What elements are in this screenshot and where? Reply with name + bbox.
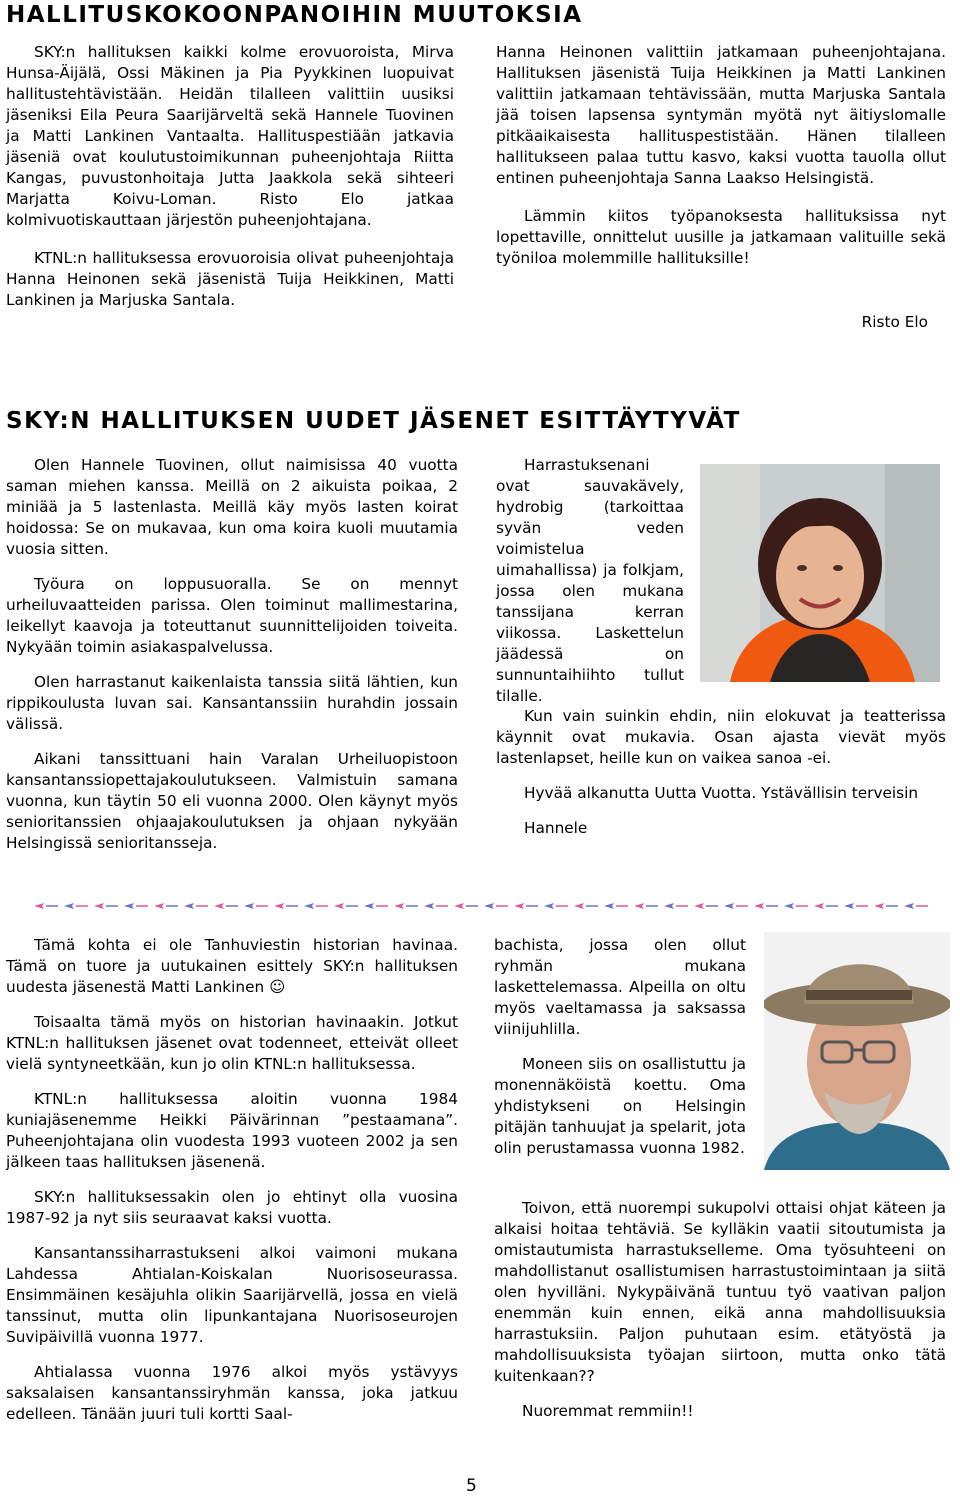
paragraph: Työura on loppusuoralla. Se on mennyt urheiluvaatteiden parissa. Olen toiminut mallimestarina, leikellyt kaavoja ja toteuttanut suunnittelijoiden toiveita. Nykyään toimin asiakaspalvelussa.	[6, 575, 458, 656]
divider-mark	[844, 903, 854, 909]
paragraph: bachista, jossa olen ollut ryhmän mukana laskettelemassa. Alpeilla on oltu myös vaeltamassa ja saksassa viinijuhlilla.	[494, 936, 746, 1038]
matti-left-column	[6, 935, 458, 1437]
section2-heading: SKY:N HALLITUKSEN UUDET JÄSENET ESITTÄYTYVÄT	[6, 408, 741, 434]
divider-mark	[244, 903, 254, 909]
divider-mark	[604, 903, 614, 909]
matti-photo	[764, 932, 950, 1170]
section1-left-column	[6, 42, 454, 323]
divider-mark	[124, 903, 134, 909]
divider-mark	[364, 903, 374, 909]
divider-mark	[454, 903, 464, 909]
page-number: 5	[466, 1476, 477, 1496]
hannele-beside-photo	[496, 455, 684, 719]
paragraph: Toisaalta tämä myös on historian havinaakin. Jotkut KTNL:n hallituksen jäsenet ovat todenneet, etteivät olleet vielä syntyneetkään, kun jo olin KTNL:n hallituksessa.	[6, 1013, 458, 1073]
section1-heading: HALLITUSKOKOONPANOIHIN MUUTOKSIA	[6, 2, 583, 28]
paragraph: Kansantanssiharrastukseni alkoi vaimoni mukana Lahdessa Ahtialan-Koiskalan Nuorisoseurassa. Ensimmäinen kesäjuhla olikin Saarijärvellä, jossa en vielä tanssinut, mutta olin lipunkantajana Nuorisoseurojen Suvipäivillä vuonna 1977.	[6, 1244, 458, 1346]
paragraph: Moneen siis on osallistuttu ja monennäköistä koettu. Oma yhdistykseni on Helsingin pitäjän tanhuujat ja spelarit, jota olin perustamassa vuonna 1982.	[494, 1055, 746, 1157]
divider-mark	[634, 903, 644, 909]
divider-mark	[904, 903, 914, 909]
hannele-right-column	[496, 706, 946, 851]
hannele-left-column	[6, 455, 458, 866]
divider-mark	[484, 903, 494, 909]
divider-mark	[274, 903, 284, 909]
hannele-signature: Hannele	[524, 819, 588, 837]
divider-mark	[724, 903, 734, 909]
divider-mark	[514, 903, 524, 909]
paragraph: Tämä kohta ei ole Tanhuviestin historian havinaa. Tämä on tuore ja uutukainen esittely SKY:n hallituksen uudesta jäsenestä Matti Lankinen ☺	[6, 936, 458, 996]
matti-beside-photo	[494, 935, 746, 1171]
divider-mark	[754, 903, 764, 909]
divider-mark	[784, 903, 794, 909]
hannele-photo	[700, 464, 940, 682]
divider-mark	[874, 903, 884, 909]
paragraph: Ahtialassa vuonna 1976 alkoi myös ystävyys saksalaisen kansantanssiryhmän kanssa, joka jatkuu edelleen. Tänään juuri tuli kortti Saal-	[6, 1363, 458, 1423]
paragraph: Aikani tanssittuani hain Varalan Urheiluopistoon kansantanssiopettajakoulutukseen. Valmistuin samana vuonna, kun täytin 50 eli vuonna 2000. Olen käynyt myös senioritanssien ohjaajakoulutuksen ja ohjaan nykyään Helsingissä senioritansseja.	[6, 750, 458, 852]
divider-mark	[694, 903, 704, 909]
paragraph: Nuoremmat remmiin!!	[522, 1402, 694, 1420]
section1-right-column	[496, 42, 946, 281]
divider-mark	[304, 903, 314, 909]
paragraph: SKY:n hallituksen kaikki kolme erovuoroista, Mirva Hunsa-Äijälä, Ossi Mäkinen ja Pia Pyykkinen luopuivat hallitustehtävistään. Heidän tilalleen valittiin uusiksi jäseniksi Eila Peura Saarijärveltä sekä Hannele Tuovinen ja Matti Lankinen Vantaalta. Hallituspestiään jatkavia jäseniä ovat koulutustoimikunnan puheenjohtaja Riitta Kangas, puvustonhoitaja Jutta Jaakkola sekä sihteeri Marjatta Koivu-Loman. Risto Elo jatkaa kolmivuotiskauttaan järjestön puheenjohtajana.	[6, 43, 454, 229]
divider-mark	[214, 903, 224, 909]
paragraph: Toivon, että nuorempi sukupolvi ottaisi ohjat käteen ja alkaisi hoitaa tehtäviä. Se kylläkin vaatii sitoutumista ja omistautumista harrastukselleme. Oma työsuhteeni on mahdollistanut osallistumisen harrastustoimintaan ja siitä olen hyvilläni. Nykypäivänä tuntuu työ vaativan paljon enemmän kuin ennen, eikä anna mahdollisuuksia harrastuksiin. Paljon puhutaan esim. etätyöstä ja mahdollisuuksista työajan siirtoon, mutta onko tätä kuitenkaan??	[494, 1199, 946, 1385]
divider-mark	[34, 903, 44, 909]
divider-mark	[184, 903, 194, 909]
divider-mark	[64, 903, 74, 909]
paragraph: KTNL:n hallituksessa erovuoroisia olivat puheenjohtaja Hanna Heinonen sekä jäsenistä Tuija Heikkinen, Matti Lankinen ja Marjuska Santala.	[6, 249, 454, 309]
paragraph: KTNL:n hallituksessa aloitin vuonna 1984 kuniajäsenemme Heikki Päivärinnan ”pestaamana”. Puheenjohtajana olin vuodesta 1993 vuoteen 2002 ja sen jälkeen taas hallituksen jäsenenä.	[6, 1090, 458, 1171]
matti-right-column	[494, 1198, 946, 1434]
divider-mark	[574, 903, 584, 909]
paragraph: Harrastuksenani ovat sauvakävely, hydrobig (tarkoittaa syvän veden voimistelua uimahallissa) ja folkjam, jossa olen mukana tanssijana kerran viikossa. Laskettelun jäädessä on sunnuntaihiihto tullut tilalle.	[496, 456, 684, 705]
signature-risto: Risto Elo	[861, 313, 928, 331]
paragraph: Hyvää alkanutta Uutta Vuotta. Ystävällisin terveisin	[524, 784, 919, 802]
paragraph: SKY:n hallituksessakin olen jo ehtinyt olla vuosina 1987-92 ja nyt siis seuraavat kaksi vuotta.	[6, 1188, 458, 1227]
divider-mark	[94, 903, 104, 909]
divider-mark	[334, 903, 344, 909]
divider-mark	[814, 903, 824, 909]
divider-mark	[154, 903, 164, 909]
paragraph: Kun vain suinkin ehdin, niin elokuvat ja teatterissa käynnit ovat mukavia. Osan ajasta vievät myös lastenlapset, heille kun on vaikea sanoa -ei.	[496, 707, 946, 767]
paragraph: Hanna Heinonen valittiin jatkamaan puheenjohtajana. Hallituksen jäsenistä Tuija Heikkinen ja Matti Lankinen valittiin jatkamaan tehtävissään, mutta Marjuska Santala jää toisen lapsensa syntymän myötä nyt äitiyslomalle pitkäaikaisesta hallituspestistään. Hänen tilalleen hallitukseen palaa tuttu kasvo, kaksi vuotta tauolla ollut entinen puheenjohtaja Sanna Laakso Helsingistä.	[496, 43, 946, 187]
divider-mark	[394, 903, 404, 909]
paragraph: Lämmin kiitos työpanoksesta hallituksissa nyt lopettaville, onnittelut uusille ja jatkamaan valituille sekä työniloa molemmille hallituksille!	[496, 207, 946, 267]
divider-mark	[424, 903, 434, 909]
divider-mark	[664, 903, 674, 909]
paragraph: Olen harrastanut kaikenlaista tanssia siitä lähtien, kun rippikoulusta luvan sai. Kansantanssiin hurahdin jossain välissä.	[6, 673, 458, 733]
paragraph: Olen Hannele Tuovinen, ollut naimisissa 40 vuotta saman miehen kanssa. Meillä on 2 aikuista poikaa, 2 miniää ja 5 lastenlasta. Meillä käy myös lasten koirat hoidossa: Se on mukavaa, kun oma koira kuoli muutamia vuosia sitten.	[6, 456, 458, 558]
decorative-divider	[30, 900, 930, 912]
divider-mark	[544, 903, 554, 909]
